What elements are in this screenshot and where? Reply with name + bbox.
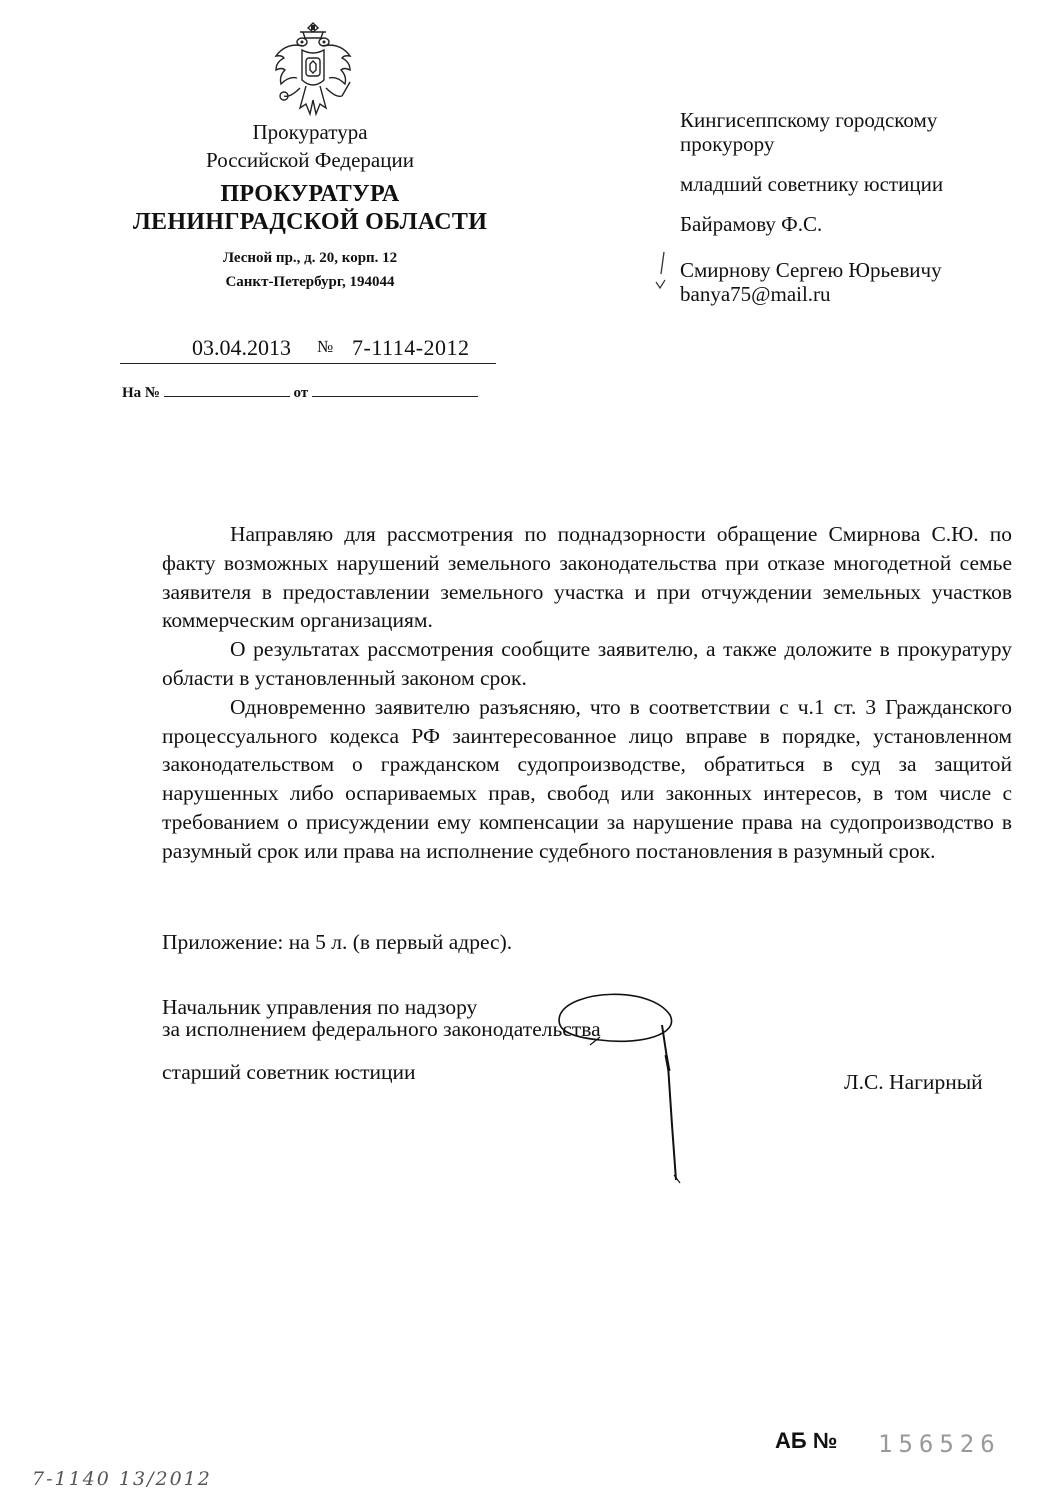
attachment-note: Приложение: на 5 л. (в первый адрес).	[162, 930, 513, 954]
sender-address-2: Санкт-Петербург, 194044	[225, 274, 395, 290]
body-paragraph-1: Направляю для рассмотрения по поднадзорности обращение Смирнова С.Ю. по факту возможных нарушений земельного законодательства при отказе многодетной семье заявителя в предоставлении земельного участка и при отчуждении земельных участков коммерческим организациям.	[162, 522, 1012, 633]
registration-number: 7-1114-2012	[352, 335, 470, 360]
registration-date: 03.04.2013	[192, 335, 291, 360]
number-sign: №	[317, 337, 334, 356]
checkmark-icon	[652, 248, 676, 294]
sender-line-1: Прокуратура	[252, 120, 368, 144]
coat-of-arms-icon	[270, 22, 356, 120]
recipient-line-2: прокурору	[680, 132, 775, 156]
handwritten-note: 7-1140 13/2012	[32, 1468, 212, 1490]
signatory-name: Л.С. Нагирный	[844, 1070, 983, 1094]
signatory-title-2: за исполнением федерального законодательства	[162, 1017, 601, 1041]
from-blank	[312, 384, 478, 397]
body-paragraph-3: Одновременно заявителю разъясняю, что в соответствии с ч.1 ст. 3 Гражданского процессуального кодекса РФ заинтересованное лицо вправе в порядке, установленном законодательством о гражданском судопроизводстве, обратиться в суд за защитой нарушенных либо оспариваемых прав, свобод или законных интересов, в том числе с требованием о присуждении ему компенсации за нарушение права на судопроизводство в разумный срок или права на исполнение судебного постановления в разумный срок.	[162, 694, 1012, 863]
recipient-line-1: Кингисеппскому городскому	[680, 108, 938, 132]
sender-name	[110, 180, 510, 236]
second-recipient	[680, 258, 942, 306]
sender-authority	[110, 118, 510, 174]
sender-address-1: Лесной пр., д. 20, корп. 12	[222, 250, 398, 266]
signatory-title	[162, 996, 601, 1040]
recipient-office	[680, 108, 937, 156]
registration-line	[120, 333, 496, 364]
reference-line	[122, 384, 478, 402]
sender-address	[110, 246, 510, 294]
second-recipient-name: Смирнову Сергею Юрьевичу	[680, 258, 942, 282]
serial-label: АБ №	[775, 1428, 838, 1453]
body-paragraph-2: О результатах рассмотрения сообщите заявителю, а также доложите в прокуратуру области в установленный законом срок.	[162, 637, 1012, 690]
recipient-email: banya75@mail.ru	[680, 282, 831, 306]
sender-name-1: ПРОКУРАТУРА	[220, 181, 400, 207]
letter-body	[162, 520, 1012, 866]
signatory-title-1: Начальник управления по надзору	[162, 995, 478, 1019]
sender-name-2: ЛЕНИНГРАДСКОЙ ОБЛАСТИ	[132, 209, 488, 235]
reference-label: На №	[122, 385, 160, 401]
serial-number: 156526	[878, 1430, 1001, 1458]
recipient-name: Байрамову Ф.С.	[680, 212, 823, 236]
signatory-rank: старший советник юстиции	[162, 1060, 416, 1084]
reference-blank	[164, 384, 290, 397]
handwritten-signature-icon	[540, 985, 700, 1185]
sender-line-2: Российской Федерации	[206, 148, 414, 172]
from-label: от	[293, 385, 309, 401]
recipient-rank: младший советнику юстиции	[680, 172, 944, 196]
